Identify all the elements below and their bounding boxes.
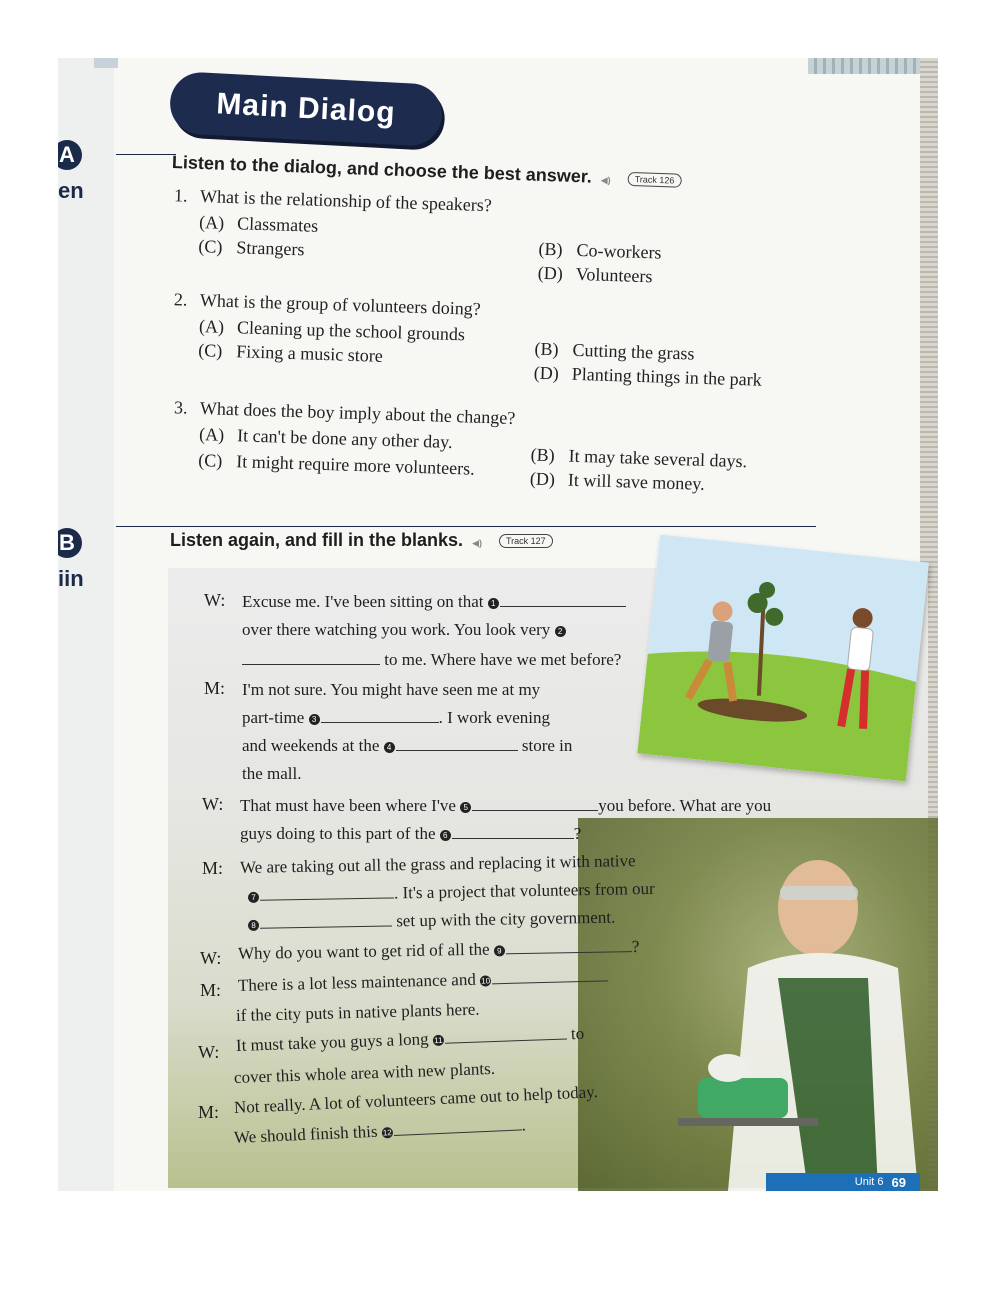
question-3-number: 3. bbox=[173, 397, 188, 418]
line-text: It must take you guys a long bbox=[235, 1029, 429, 1055]
option-letter: (B) bbox=[538, 238, 563, 260]
page-number: 69 bbox=[891, 1174, 906, 1190]
line-text: cover this whole area with new plants. bbox=[233, 1058, 496, 1087]
option-letter: (B) bbox=[534, 338, 559, 360]
speaker-w: W: bbox=[204, 590, 226, 610]
blank-number: 2 bbox=[555, 626, 566, 637]
line-text: the mall. bbox=[242, 764, 302, 783]
blank-number: 5 bbox=[460, 802, 471, 813]
line-text: . It's a project that volunteers from our bbox=[393, 878, 655, 903]
blank-number: 1 bbox=[488, 598, 499, 609]
answer-blank-3[interactable] bbox=[321, 708, 439, 723]
line-text: Excuse me. I've been sitting on that bbox=[242, 592, 484, 611]
dialog-line-5 bbox=[242, 708, 550, 728]
blank-number: 10 bbox=[481, 975, 491, 986]
section-b-word: iin bbox=[58, 566, 84, 591]
line-text: We are taking out all the grass and replacing it with native bbox=[239, 851, 636, 877]
answer-blank-8[interactable] bbox=[260, 911, 392, 928]
option-letter: (A) bbox=[198, 212, 225, 233]
question-2-prompt: What is the group of volunteers doing? bbox=[199, 290, 482, 319]
option-text: It can't be done any other day. bbox=[236, 425, 453, 453]
audio-icon: ◀) bbox=[472, 538, 482, 548]
book-page bbox=[58, 58, 938, 1191]
page-title: Main Dialog bbox=[215, 87, 397, 130]
speaker-w: W: bbox=[202, 794, 224, 814]
page-top-edge bbox=[808, 58, 938, 74]
answer-blank-11[interactable] bbox=[444, 1024, 566, 1043]
option-letter: (C) bbox=[198, 450, 223, 471]
speaker-w: W: bbox=[198, 1042, 220, 1062]
question-3-option-c[interactable] bbox=[198, 450, 475, 480]
blank-number: 4 bbox=[384, 742, 395, 753]
line-text: guys doing to this part of the bbox=[240, 824, 436, 843]
line-text: to bbox=[570, 1023, 585, 1044]
line-text: over there watching you work. You look very bbox=[242, 620, 551, 639]
option-letter: (D) bbox=[537, 262, 564, 284]
question-2-number: 2. bbox=[173, 289, 188, 310]
answer-blank-2[interactable] bbox=[242, 650, 380, 665]
audio-icon: ◀) bbox=[600, 174, 611, 186]
line-text: if the city puts in native plants here. bbox=[235, 999, 480, 1025]
option-text: It will save money. bbox=[567, 469, 705, 494]
answer-blank-1[interactable] bbox=[500, 592, 626, 607]
answer-blank-6[interactable] bbox=[452, 824, 574, 839]
dialog-line-2 bbox=[242, 620, 567, 640]
dialog-line-8 bbox=[240, 796, 771, 816]
option-text: Fixing a music store bbox=[236, 341, 384, 366]
people-planting-tree-image bbox=[637, 534, 929, 781]
speaker-w: W: bbox=[200, 948, 222, 968]
blank-number: 7 bbox=[248, 891, 259, 902]
option-text: Cleaning up the school grounds bbox=[236, 317, 466, 345]
line-text: I'm not sure. You might have seen me at my bbox=[242, 680, 541, 699]
dialog-line-3 bbox=[242, 650, 621, 670]
answer-blank-10[interactable] bbox=[492, 966, 608, 984]
line-text: Why do you want to get rid of all the bbox=[237, 939, 490, 963]
line-text: ? bbox=[573, 824, 582, 843]
speaker-m: M: bbox=[198, 1102, 220, 1122]
line-text: That must have been where I've bbox=[240, 796, 456, 815]
option-letter: (C) bbox=[198, 340, 223, 361]
volunteer-with-trimmer-image bbox=[578, 818, 938, 1191]
question-3-option-a[interactable] bbox=[199, 424, 453, 453]
option-letter: (B) bbox=[530, 444, 556, 466]
page-footer bbox=[766, 1173, 920, 1191]
section-b-marker: B bbox=[58, 528, 82, 558]
question-1-prompt: What is the relationship of the speakers? bbox=[199, 186, 493, 216]
option-letter: (D) bbox=[529, 468, 556, 490]
dialog-line-4 bbox=[242, 680, 540, 700]
option-text: Co-workers bbox=[576, 239, 662, 263]
section-a-marker: A bbox=[58, 140, 82, 170]
line-text: There is a lot less maintenance and bbox=[237, 969, 477, 995]
blank-number: 12 bbox=[382, 1127, 392, 1138]
option-text: It may take several days. bbox=[568, 445, 748, 472]
dialog-line-6 bbox=[242, 736, 572, 756]
dialog-line-9 bbox=[240, 824, 581, 844]
question-3-option-b[interactable] bbox=[530, 444, 747, 472]
option-letter: (A) bbox=[198, 424, 225, 445]
track-badge-127: Track 127 bbox=[499, 534, 553, 548]
question-3-prompt: What does the boy imply about the change? bbox=[199, 398, 516, 428]
line-text: Not really. A lot of volunteers came out to help today. bbox=[233, 1082, 599, 1117]
dialog-line-7 bbox=[242, 764, 301, 784]
option-text: Volunteers bbox=[575, 263, 653, 287]
line-text: We should finish this bbox=[233, 1121, 378, 1147]
answer-blank-4[interactable] bbox=[396, 736, 518, 751]
option-text: Cutting the grass bbox=[572, 339, 695, 364]
answer-blank-9[interactable] bbox=[506, 937, 632, 954]
track-badge-126: Track 126 bbox=[627, 172, 681, 188]
option-text: Classmates bbox=[236, 213, 319, 236]
blank-number: 11 bbox=[434, 1035, 443, 1045]
line-text: set up with the city government. bbox=[396, 907, 616, 931]
option-text: Planting things in the park bbox=[571, 363, 763, 390]
speaker-m: M: bbox=[204, 678, 226, 698]
answer-blank-7[interactable] bbox=[260, 883, 394, 900]
line-text: ? bbox=[631, 936, 640, 957]
blank-number: 8 bbox=[248, 919, 259, 930]
option-text: It might require more volunteers. bbox=[236, 451, 475, 479]
dialog-line-1 bbox=[242, 592, 626, 612]
unit-label: Unit 6 bbox=[854, 1176, 884, 1188]
part-b-instruction-text: Listen again, and fill in the blanks. bbox=[170, 530, 464, 550]
speaker-m: M: bbox=[202, 858, 224, 878]
line-text: . bbox=[521, 1115, 527, 1135]
blank-number: 6 bbox=[440, 830, 451, 841]
question-1-number: 1. bbox=[173, 185, 188, 206]
part-b-instruction bbox=[170, 530, 553, 551]
blank-number: 3 bbox=[309, 714, 320, 725]
option-letter: (D) bbox=[533, 362, 560, 384]
option-letter: (C) bbox=[198, 236, 223, 257]
answer-blank-5[interactable] bbox=[472, 796, 598, 811]
option-letter: (A) bbox=[198, 316, 225, 337]
line-text: part-time bbox=[242, 708, 305, 727]
volunteer-photo bbox=[578, 818, 938, 1191]
question-3-option-d[interactable] bbox=[530, 468, 705, 494]
speaker-m: M: bbox=[200, 980, 222, 1000]
line-text: store in bbox=[521, 736, 573, 755]
blank-number: 9 bbox=[494, 945, 505, 956]
section-a-word: en bbox=[58, 178, 84, 203]
line-text: . I work evening bbox=[438, 708, 550, 727]
line-text: you before. What are you bbox=[598, 796, 772, 815]
line-text: to me. Where have we met before? bbox=[384, 650, 622, 669]
part-a-instruction-text: Listen to the dialog, and choose the best answer. bbox=[171, 152, 593, 187]
option-text: Strangers bbox=[236, 237, 305, 260]
planting-illustration bbox=[637, 534, 929, 781]
line-text: and weekends at the bbox=[242, 736, 380, 755]
